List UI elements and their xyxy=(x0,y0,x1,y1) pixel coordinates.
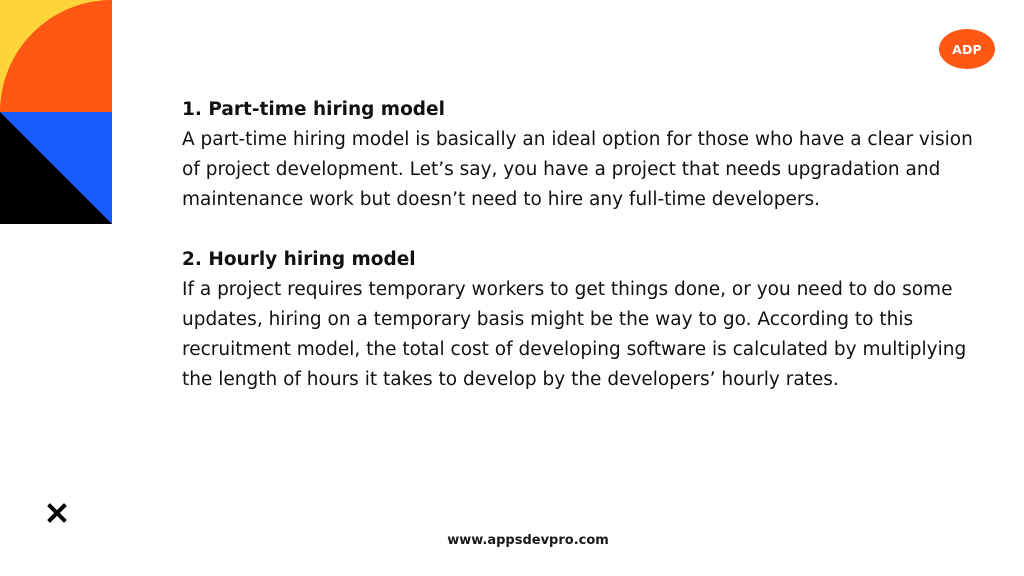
section-body: If a project requires temporary workers to get things done, or you need to do some updates, hiring on a temporary basis might be the way to go. According to this recruitment model, the total cost of developing software is calculated by multiplying the length of hours it takes to develop by the developers’ hourly rates. xyxy=(182,279,967,390)
footer-url: www.appsdevpro.com xyxy=(447,533,609,548)
section-heading: 1. Part-time hiring model xyxy=(182,99,445,120)
section-hourly xyxy=(182,245,982,395)
brand-logo xyxy=(939,29,995,69)
close-icon xyxy=(47,503,67,523)
section-heading: 2. Hourly hiring model xyxy=(182,249,416,270)
section-body: A part-time hiring model is basically an ideal option for those who have a clear vision of project development. Let’s say, you have a project that needs upgradation and maintenance work but doesn’t need to hire any full-time developers. xyxy=(182,129,973,210)
brand-logo-text: ADP xyxy=(952,41,982,57)
corner-decoration xyxy=(0,0,112,224)
section-part-time xyxy=(182,95,982,215)
main-content xyxy=(182,95,982,395)
